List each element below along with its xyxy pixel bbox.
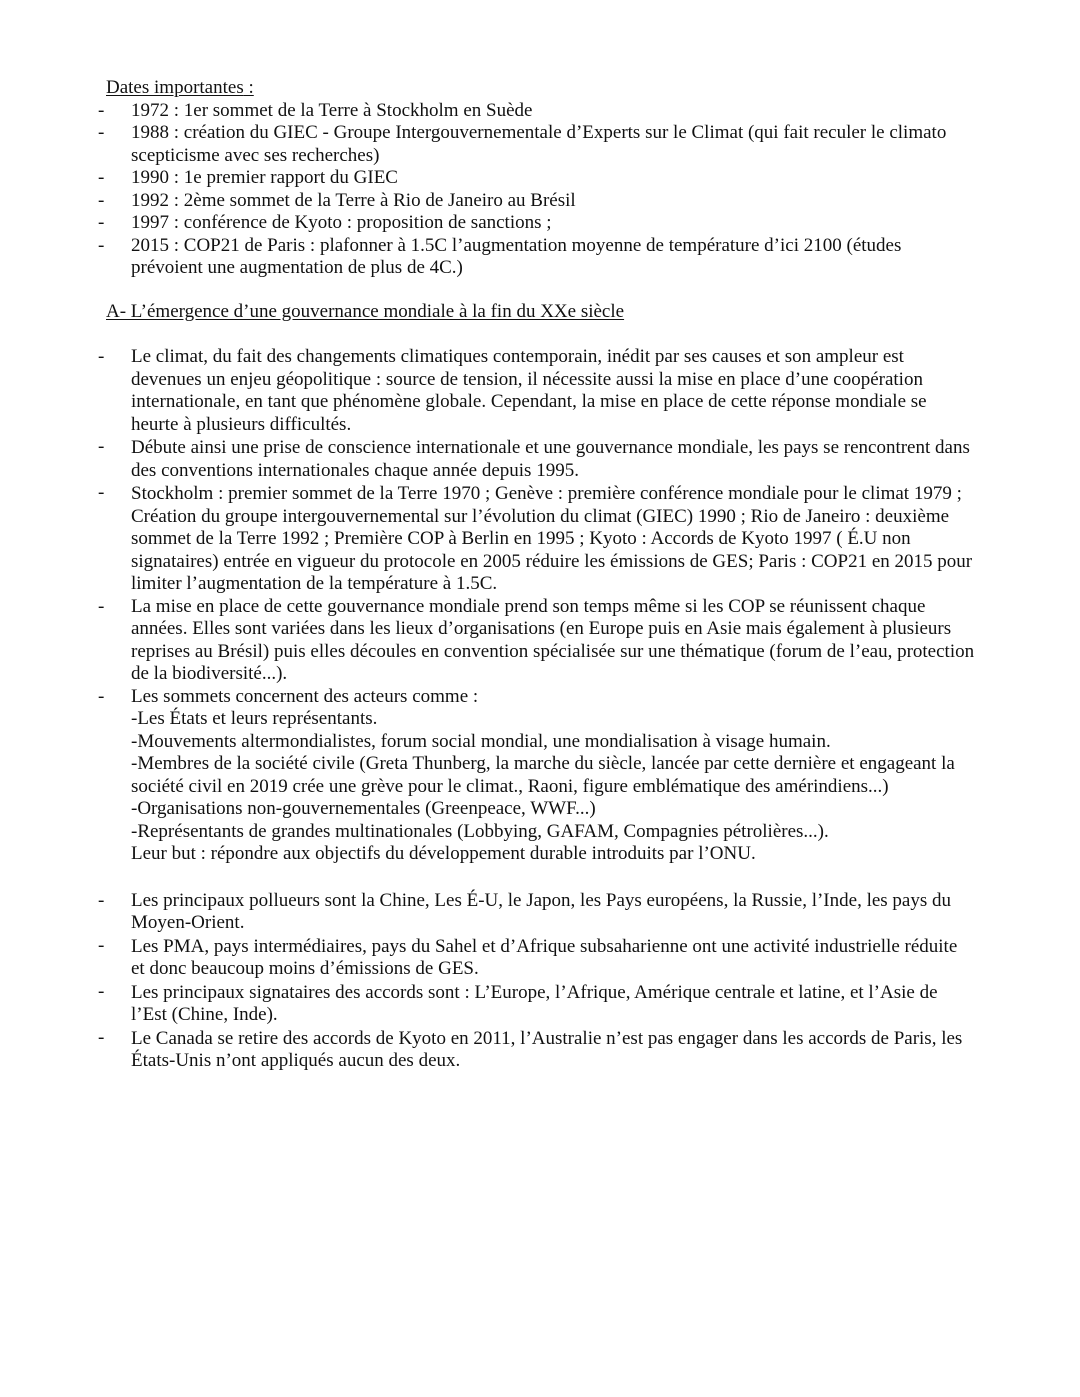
- dates-heading: [106, 77, 1080, 100]
- list-item-text: 1990 : 1e premier rapport du GIEC: [131, 167, 398, 188]
- list-item-text: 1997 : conférence de Kyoto : proposition de sanctions ;: [131, 212, 552, 233]
- dash-bullet: -: [98, 436, 105, 457]
- list-item-text: 2015 : COP21 de Paris : plafonner à 1.5C l’augmentation moyenne de température d’ici 2100 (études prévoient une augmentation de plus de 4C.): [131, 234, 902, 278]
- dash-bullet: -: [98, 482, 105, 503]
- list-item: [0, 890, 1080, 935]
- list-item: [0, 346, 1080, 436]
- dates-heading-text: Dates importantes: [106, 77, 244, 98]
- dash-bullet: -: [98, 189, 105, 211]
- list-item: [0, 235, 1080, 280]
- dash-bullet: -: [98, 1026, 105, 1048]
- dash-bullet: -: [98, 595, 105, 617]
- dash-bullet: -: [98, 99, 105, 121]
- list-item: [0, 167, 1080, 190]
- dash-bullet: -: [98, 167, 105, 188]
- list-item: [0, 436, 1080, 482]
- section-a-list: [0, 346, 1080, 866]
- list-item-text: 1972 : 1er sommet de la Terre à Stockholm en Suède: [131, 99, 533, 121]
- section-a-list-2: [0, 890, 1080, 1073]
- dash-bullet: -: [98, 122, 105, 143]
- actors-conclusion: Leur but : répondre aux objectifs du développement durable introduits par l’ONU.: [131, 843, 756, 864]
- actor-line: -Les États et leurs représentants.: [131, 708, 378, 729]
- list-item-text: Les PMA, pays intermédiaires, pays du Sahel et d’Afrique subsaharienne ont une activité industrielle réduite et donc beaucoup moins d’émissions de GES.: [131, 935, 958, 979]
- dash-bullet: -: [98, 346, 105, 367]
- list-item-text: 1992 : 2ème sommet de la Terre à Rio de Janeiro au Brésil: [131, 189, 576, 211]
- dash-bullet: -: [98, 685, 105, 707]
- list-item-text: 1988 : création du GIEC - Groupe Intergouvernementale d’Experts sur le Climat (qui fait reculer le climato scepticisme avec ses recherches): [131, 122, 947, 166]
- list-item: [0, 596, 1080, 686]
- dash-bullet: -: [98, 980, 105, 1002]
- document-page: [0, 77, 1080, 1073]
- list-item: [0, 212, 1080, 235]
- list-item: [0, 981, 1080, 1027]
- list-item: [0, 1027, 1080, 1073]
- list-item: [0, 100, 1080, 123]
- list-item: [0, 190, 1080, 213]
- actor-line: -Membres de la société civile (Greta Thunberg, la marche du siècle, lancée par cette dernière et engageant la société civil en 2019 crée une grève pour le climat., Raoni, figure emblématique des amérindiens...): [131, 753, 955, 797]
- section-a-heading: A- L’émergence d’une gouvernance mondiale à la fin du XXe siècle: [106, 300, 625, 322]
- list-item-text: Stockholm : premier sommet de la Terre 1970 ; Genève : première conférence mondiale pour le climat 1979 ; Création du groupe intergouvernemental sur l’évolution du climat (GIEC) 1990 ; Rio de Janeiro : deuxième sommet de la Terre 1992 ; Première COP à Berlin en 1995 ; Kyoto : Accords de Kyoto 1997 ( É.U non signataires) entrée en vigueur du protocole en 2005 réduire les émissions de GES; Paris : COP21 en 2015 pour limiter l’augmentation de la température à 1.5C.: [131, 483, 973, 594]
- dash-bullet: -: [98, 234, 105, 256]
- list-item: [0, 122, 1080, 167]
- list-item-text: Débute ainsi une prise de conscience internationale et une gouvernance mondiale, les pays se rencontrent dans des conventions internationales chaque année depuis 1995.: [131, 437, 970, 481]
- list-item: [0, 482, 1080, 596]
- dash-bullet: -: [98, 934, 105, 956]
- list-item-text: Les principaux pollueurs sont la Chine, Les É-U, le Japon, les Pays européens, la Russie, l’Inde, les pays du Moyen-Orient.: [131, 889, 951, 933]
- actor-line: -Mouvements altermondialistes, forum social mondial, une mondialisation à visage humain.: [131, 730, 831, 752]
- dash-bullet: -: [98, 212, 105, 233]
- actors-intro: Les sommets concernent des acteurs comme :: [131, 685, 479, 707]
- actor-line: -Organisations non-gouvernementales (Greenpeace, WWF...): [131, 798, 596, 819]
- actors-item: [0, 686, 1080, 866]
- list-item: [0, 935, 1080, 981]
- list-item-text: La mise en place de cette gouvernance mondiale prend son temps même si les COP se réunissent chaque années. Elles sont variées dans les lieux d’organisations (en Europe puis en Asie mais également à plusieurs reprises au Brésil) puis elles découles en convention spécialisée sur une thématique (forum de l’eau, protection de la biodiversité...).: [131, 595, 975, 684]
- actor-line: -Représentants de grandes multinationales (Lobbying, GAFAM, Compagnies pétrolières...).: [131, 820, 829, 842]
- list-item-text: Les principaux signataires des accords sont : L’Europe, l’Afrique, Amérique centrale et latine, et l’Asie de l’Est (Chine, Inde).: [131, 981, 938, 1025]
- dates-list: [0, 100, 1080, 280]
- list-item-text: Le climat, du fait des changements climatiques contemporain, inédit par ses causes et son ampleur est devenues un enjeu géopolitique : source de tension, il nécessite aussi la mise en place d’une coopération internationale, en tant que phénomène globale. Cependant, la mise en place de cette réponse mondiale se heurte à plusieurs difficultés.: [131, 346, 927, 435]
- list-item-text: Le Canada se retire des accords de Kyoto en 2011, l’Australie n’est pas engager dans les accords de Paris, les États-Unis n’ont appliqués aucun des deux.: [131, 1027, 963, 1071]
- dates-heading-suffix: :: [243, 77, 254, 98]
- dash-bullet: -: [98, 889, 105, 911]
